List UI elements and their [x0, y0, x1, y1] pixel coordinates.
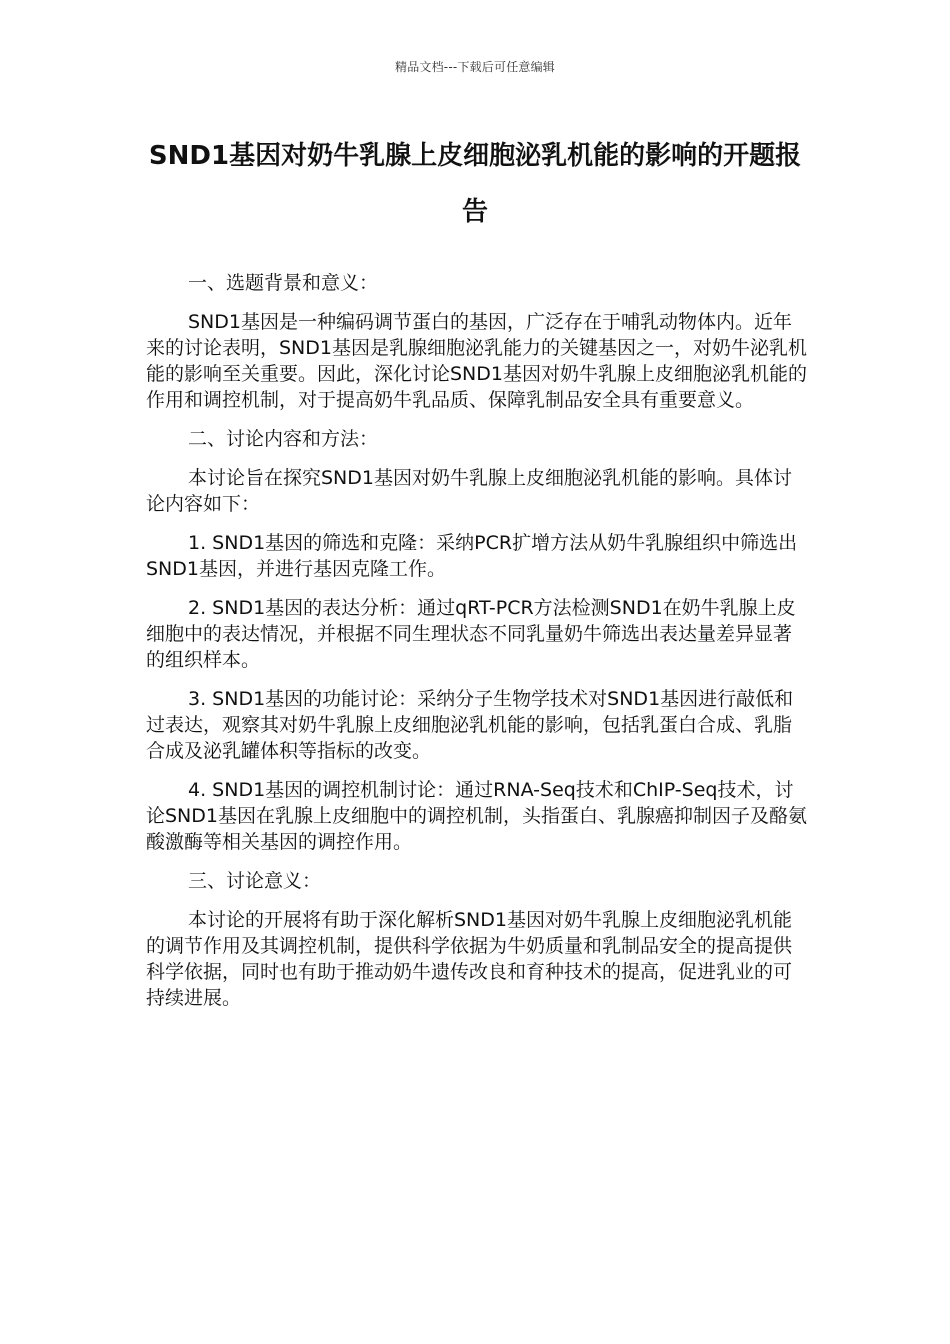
paragraph-significance: 本讨论的开展将有助于深化解析SND1基因对奶牛乳腺上皮细胞泌乳机能的调节作用及其调控机制，提供科学依据为牛奶质量和乳制品安全的提高提供科学依据，同时也有助于推动奶牛遗传改良和育种技术的提高，促进乳业的可持续进展。: [146, 909, 793, 1009]
paragraph-background: SND1基因是一种编码调节蛋白的基因，广泛存在于哺乳动物体内。近年来的讨论表明，SND1基因是乳腺细胞泌乳能力的关键基因之一，对奶牛泌乳机能的影响至关重要。因此，深化讨论SND1基因对奶牛乳腺上皮细胞泌乳机能的作用和调控机制，对于提高奶牛乳品质、保障乳制品安全具有重要意义。: [146, 311, 807, 411]
list-item-expression: 2. SND1基因的表达分析：通过qRT-PCR方法检测SND1在奶牛乳腺上皮细胞中的表达情况，并根据不同生理状态不同乳量奶牛筛选出表达量差异显著的组织样本。: [146, 597, 796, 671]
section-heading-methods: 二、讨论内容和方法：: [188, 428, 379, 450]
list-item-screening: 1. SND1基因的筛选和克隆：采纳PCR扩增方法从奶牛乳腺组织中筛选出SND1基因，并进行基因克隆工作。: [146, 532, 798, 580]
section-heading-background: 一、选题背景和意义：: [188, 272, 379, 294]
document-title: SND1基因对奶牛乳腺上皮细胞泌乳机能的影响的开题报告: [148, 141, 802, 227]
paragraph-methods-intro: 本讨论旨在探究SND1基因对奶牛乳腺上皮细胞泌乳机能的影响。具体讨论内容如下：: [146, 467, 792, 515]
page-header: 精品文档---下载后可任意编辑: [395, 60, 555, 74]
document-body: [146, 270, 808, 1024]
section-heading-significance: 三、讨论意义：: [188, 870, 322, 892]
list-item-function: 3. SND1基因的功能讨论：采纳分子生物学技术对SND1基因进行敲低和过表达，观察其对奶牛乳腺上皮细胞泌乳机能的影响，包括乳蛋白合成、乳脂合成及泌乳罐体积等指标的改变。: [146, 688, 794, 762]
list-item-regulation: 4. SND1基因的调控机制讨论：通过RNA-Seq技术和ChIP-Seq技术，讨论SND1基因在乳腺上皮细胞中的调控机制，头指蛋白、乳腺癌抑制因子及酪氨酸激酶等相关基因的调控作用。: [146, 779, 807, 853]
